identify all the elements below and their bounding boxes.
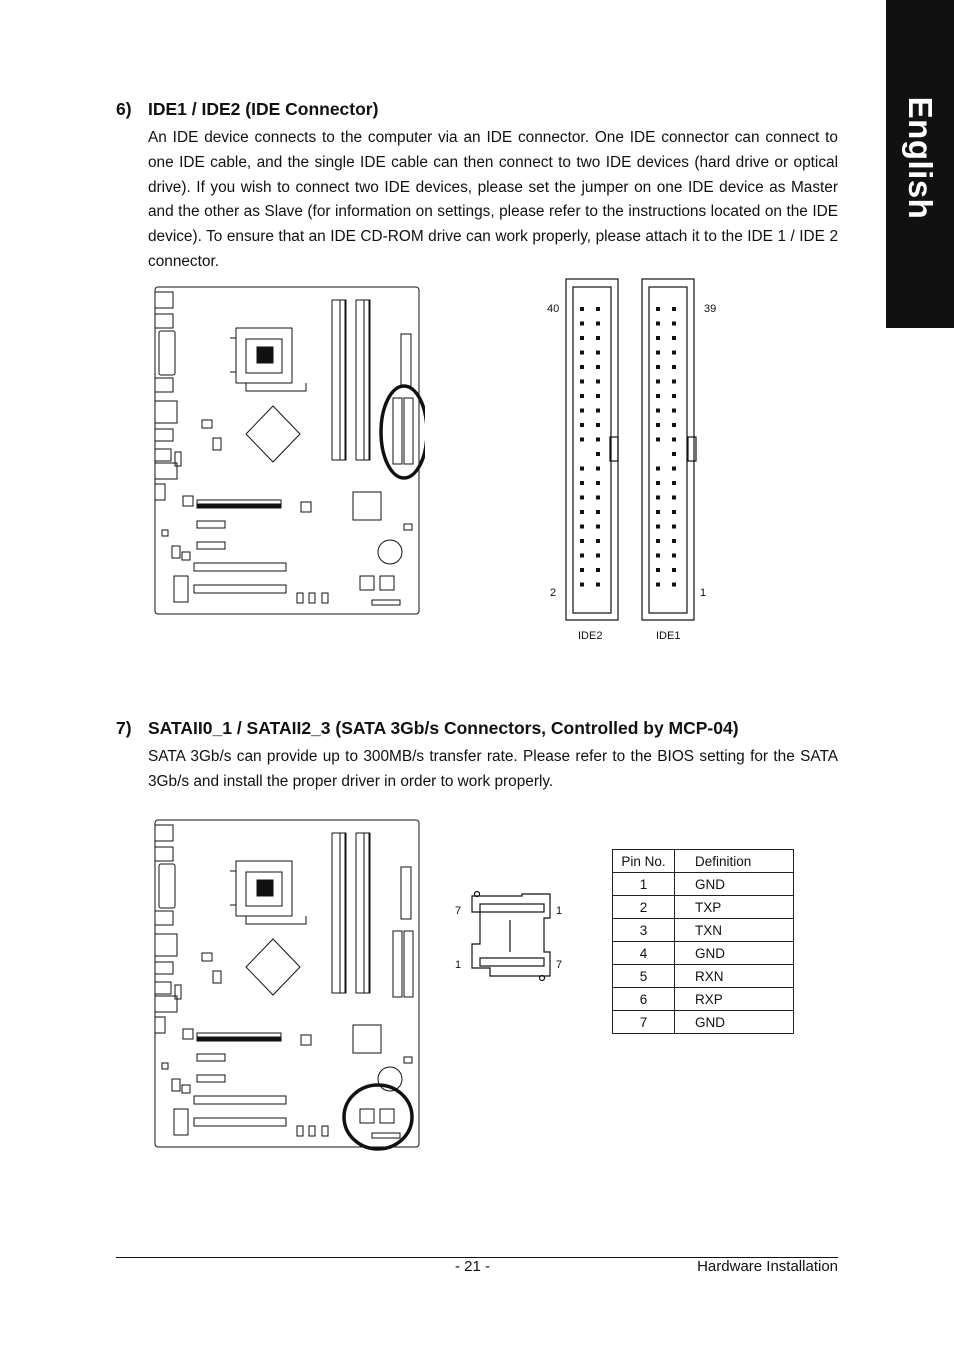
ide-pin [596,467,600,471]
ide-pin [596,307,600,311]
ide-pin [596,365,600,369]
motherboard-diagram-ide [150,284,425,618]
ide-pin [580,583,584,587]
ide-pin [672,351,676,355]
ide-pin [580,568,584,572]
ide-pin [656,351,660,355]
ide-pin [656,307,660,311]
ide-pin [580,467,584,471]
ide-pin [656,496,660,500]
ide-pin [596,525,600,529]
table-cell: 5 [613,965,675,988]
table-cell: TXP [675,896,794,919]
section-body-ide: An IDE device connects to the computer via an IDE connector. One IDE connector can connect to one IDE cable, and the single IDE cable can then connect to two IDE devices (hard drive or optical drive). If you wish to connect two IDE devices, please set the jumper on one IDE device as Master and the other as Slave (for information on settings, please refer to the instructions located on the IDE device). To ensure that an IDE CD-ROM drive can work properly, please attach it to the IDE 1 / IDE 2 connector. [148,129,838,270]
table-cell: RXN [675,965,794,988]
ide-pin [656,380,660,384]
ide-pin [596,481,600,485]
table-row [613,1011,794,1034]
sata-pin-top-left-label: 7 [455,905,462,917]
ide-pin [580,496,584,500]
table-header-cell: Pin No. [613,850,675,873]
ide-pin [656,365,660,369]
table-cell: 6 [613,988,675,1011]
ide-pin [656,568,660,572]
ide-pin [656,554,660,558]
ide-pin [580,380,584,384]
table-row [613,919,794,942]
table-cell: TXN [675,919,794,942]
ide-pin [596,539,600,543]
ide-pin-40-label: 40 [547,303,560,315]
table-row [613,965,794,988]
ide-pin [656,583,660,587]
sata-pin-top-right-label: 1 [556,905,563,917]
ide-pin [596,452,600,456]
section-number: 7) [116,718,132,738]
ide-pin [656,510,660,514]
ide-pin [656,394,660,398]
ide-pin [672,467,676,471]
table-row [613,873,794,896]
ide-pin [596,409,600,413]
ide-pin [672,394,676,398]
ide-pin [672,365,676,369]
table-header-row [613,850,794,873]
motherboard-diagram-sata [150,817,425,1151]
ide-pin [596,554,600,558]
table-cell: RXP [675,988,794,1011]
ide-pin [580,394,584,398]
table-header-cell: Definition [675,850,794,873]
ide-pin [580,322,584,326]
ide-pin [656,438,660,442]
ide-pin [672,322,676,326]
ide-pin [580,423,584,427]
ide-pin [596,583,600,587]
ide2-label: IDE2 [578,630,603,642]
ide-pin [656,539,660,543]
ide-pin-39-label: 39 [704,303,717,315]
table-cell: 2 [613,896,675,919]
ide-pin [672,481,676,485]
table-row [613,988,794,1011]
ide-pin [672,496,676,500]
ide-pin-2-label: 2 [550,587,557,599]
ide-pin [672,380,676,384]
ide-pin [580,409,584,413]
sata-pin-table [612,849,794,1034]
ide-pin [672,568,676,572]
ide-pin-1-label: 1 [700,587,707,599]
ide-pin [580,510,584,514]
ide-pin [596,336,600,340]
sata-connector-diagram [450,886,570,986]
ide-pin [672,423,676,427]
ide-pin [580,554,584,558]
table-row [613,942,794,965]
table-cell: 7 [613,1011,675,1034]
ide-pin [596,322,600,326]
page-number: - 21 - [455,1258,491,1275]
sata-pin-bottom-left-label: 1 [455,959,462,971]
section-number: 6) [116,99,132,119]
ide1-label: IDE1 [656,630,681,642]
ide-pin [672,554,676,558]
ide-pin [580,539,584,543]
ide-pin [656,409,660,413]
table-row [613,896,794,919]
ide-connector-pinout [540,276,730,646]
ide-pin [580,481,584,485]
ide-pin [596,423,600,427]
ide-pin [596,510,600,514]
ide-pin [672,336,676,340]
ide-pin [656,525,660,529]
ide-pin [672,583,676,587]
language-tab [886,0,954,328]
ide-pin [580,336,584,340]
ide-pin [656,467,660,471]
table-cell: 1 [613,873,675,896]
section-title: SATAII0_1 / SATAII2_3 (SATA 3Gb/s Connectors, Controlled by MCP-04) [148,718,739,738]
ide-pin [672,307,676,311]
ide-pin [596,438,600,442]
ide-pin [580,351,584,355]
ide-pin [672,438,676,442]
footer-section-title: Hardware Installation [697,1258,838,1275]
section-body-sata: SATA 3Gb/s can provide up to 300MB/s transfer rate. Please refer to the BIOS setting for the SATA 3Gb/s and install the proper driver in order to work properly. [148,748,838,790]
ide-pin [596,351,600,355]
ide-pin [656,423,660,427]
table-cell: 4 [613,942,675,965]
ide-pin [580,438,584,442]
section-title: IDE1 / IDE2 (IDE Connector) [148,99,379,119]
table-cell: 3 [613,919,675,942]
ide-pin [672,510,676,514]
ide-pin [672,539,676,543]
ide-pin [596,394,600,398]
ide-pin [580,365,584,369]
sata-pin-bottom-right-label: 7 [556,959,563,971]
table-cell: GND [675,873,794,896]
ide-pin [580,307,584,311]
ide-pin [580,525,584,529]
ide-pin [656,322,660,326]
language-tab-label: English [902,96,939,220]
ide-pin [672,409,676,413]
ide-pin [656,481,660,485]
ide-pin [596,496,600,500]
ide-pin [596,568,600,572]
table-cell: GND [675,1011,794,1034]
ide-pin [672,452,676,456]
ide-pin [656,336,660,340]
table-cell: GND [675,942,794,965]
ide-pin [672,525,676,529]
ide-pin [596,380,600,384]
